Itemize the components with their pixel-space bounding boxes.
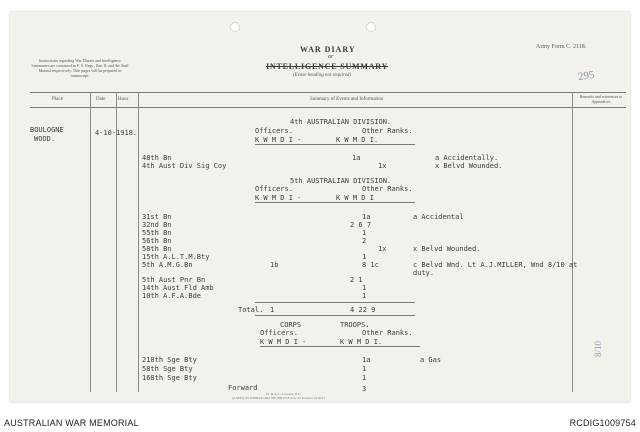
table-row-unit: 4th Aust Div Sig Coy (142, 162, 227, 170)
sec5-officers-label: Officers. (255, 185, 293, 193)
table-row-unit: 218th Sge Bty (142, 356, 197, 364)
title-or: or (328, 54, 334, 60)
table-row-unit: 168th Sge Bty (142, 374, 197, 382)
sec5-title: 5th AUSTRALIAN DIVISION. (290, 177, 392, 185)
table-row-unit: 56th Bn (142, 237, 172, 245)
table-row-values: 1 (362, 374, 367, 382)
corps-title-left: CORPS (280, 321, 302, 329)
table-row-values: 1 (362, 229, 367, 237)
col-divider-hour (138, 92, 139, 392)
side-date-stamp: 8/10 (593, 340, 604, 358)
table-row-remark: x Belvd Wounded. (413, 245, 481, 253)
col-header-place: Place (52, 97, 63, 102)
diary-page (10, 12, 630, 402)
footer-record-id: RCDIG1009754 (569, 418, 636, 428)
instructions-text: Instructions regarding War Diaries and Intelligence Summaries are contained in F. S. Regs., Part II. and the Staff Manual respectively. Title pages will be prepared in manuscript. (31, 58, 129, 78)
table-top-rule (30, 92, 626, 93)
col-divider-date (116, 92, 117, 392)
sec4-codes-other-ranks: K W M D I. (336, 136, 379, 144)
sec4-other-ranks-label: Other Ranks. (362, 127, 413, 135)
table-row-unit: 55th Bn (142, 229, 172, 237)
sec4-officers-label: Officers. (255, 127, 293, 135)
table-row-unit: 14th Aust Fld Amb (142, 284, 214, 292)
col-header-hour: Hour (118, 97, 129, 102)
col-header-date: Date (96, 97, 106, 102)
table-row-unit: 5th Aust Pnr Bn (142, 276, 206, 284)
corps-other-ranks-label: Other Ranks. (362, 329, 413, 337)
place-line1: BOULOGNE (30, 126, 64, 134)
col-header-summary: Summary of Events and Information (310, 97, 384, 102)
table-row-unit: 31st Bn (142, 213, 172, 221)
footer-credit: AUSTRALIAN WAR MEMORIAL (4, 418, 139, 428)
sec4-title: 4th AUSTRALIAN DIVISION. (290, 118, 392, 126)
corps-rule (260, 346, 420, 347)
table-row-unit: 5th A.M.G.Bn (142, 261, 193, 269)
table-row-unit: 15th A.L.T.M.Bty (142, 253, 210, 261)
table-row-values: 1 (362, 292, 367, 300)
table-row-remark: a Gas (420, 356, 442, 364)
forward-label: Forward (228, 384, 258, 392)
table-row-unit: 32nd Bn (142, 221, 172, 229)
table-row-unit: 58th Bn (142, 245, 172, 253)
place-line2: WOOD. (34, 135, 56, 143)
punch-hole (230, 22, 240, 32)
table-header-rule (30, 107, 626, 108)
sec5-codes-officers: K W M D I - (255, 194, 302, 202)
table-row-values: 1a (352, 154, 361, 162)
printer-imprint-line1: W. & A.L., London, E.C. (266, 392, 302, 396)
sec5-rule (255, 202, 415, 203)
table-row-unit: 58th Sge Bty (142, 365, 193, 373)
punch-hole (366, 22, 376, 32)
sec4-codes-officers: K W M D I - (255, 136, 302, 144)
table-row-values: 1 (362, 253, 367, 261)
sec5-other-ranks-label: Other Ranks. (362, 185, 413, 193)
title-intelligence-summary: INTELLIGENCE SUMMARY (266, 62, 389, 71)
table-row-remark: x Belvd Wounded. (435, 162, 503, 170)
table-row-remark: a Accidentally. (435, 154, 499, 162)
corps-codes-officers: K W M D I - (260, 338, 307, 346)
table-row-remark: c Belvd Wnd. Lt A.J.MILLER, Wnd 8/10 at duty. (413, 261, 578, 277)
page-number-stamp: 295 (577, 68, 596, 84)
sec4-rule (255, 144, 415, 145)
total-values: 4 22 9 (350, 306, 376, 314)
table-row-values: 1x (378, 245, 387, 253)
table-row-remark: a Accidental (413, 213, 464, 221)
total-label: Total. (238, 306, 264, 314)
army-form-number: Army Form C. 2118. (536, 44, 587, 50)
table-row-values: 1x (378, 162, 387, 170)
sec5-codes-other-ranks: K W M D I (336, 194, 374, 202)
table-row-officers: 1b (270, 261, 279, 269)
total-rule-bottom (255, 315, 415, 316)
table-row-values: 1a (362, 356, 371, 364)
total-officers: 1 (270, 306, 275, 314)
corps-officers-label: Officers. (260, 329, 298, 337)
table-row-values: 2 6 7 (350, 221, 372, 229)
table-row-values: 1 (362, 284, 367, 292)
corps-title-right: TROOPS. (340, 321, 370, 329)
title-war-diary: WAR DIARY (300, 45, 356, 54)
total-rule-top (255, 302, 415, 303)
corps-codes-other-ranks: K W M D I. (340, 338, 383, 346)
title-note: (Erase heading not required) (293, 73, 352, 78)
table-row-values: 2 1 (350, 276, 363, 284)
col-header-remarks: Remarks and references to Appendices (579, 94, 623, 104)
table-row-unit: 48th Bn (142, 154, 172, 162)
col-divider-place (90, 92, 91, 392)
table-row-values: 2 (362, 237, 367, 245)
forward-value: 3 (362, 385, 367, 393)
col-divider-remarks (572, 92, 573, 392)
printer-imprint-line2: (A5835) Wt W6993/P1662 500,000 6/18 Sch. 52 Forms/C2118/17 (232, 396, 326, 400)
table-row-values: 8 1c (362, 261, 379, 269)
entry-date: 4-10-1918. (95, 129, 138, 137)
table-row-values: 1a (362, 213, 371, 221)
table-row-values: 1 (362, 365, 367, 373)
table-row-unit: 10th A.F.A.Bde (142, 292, 202, 300)
